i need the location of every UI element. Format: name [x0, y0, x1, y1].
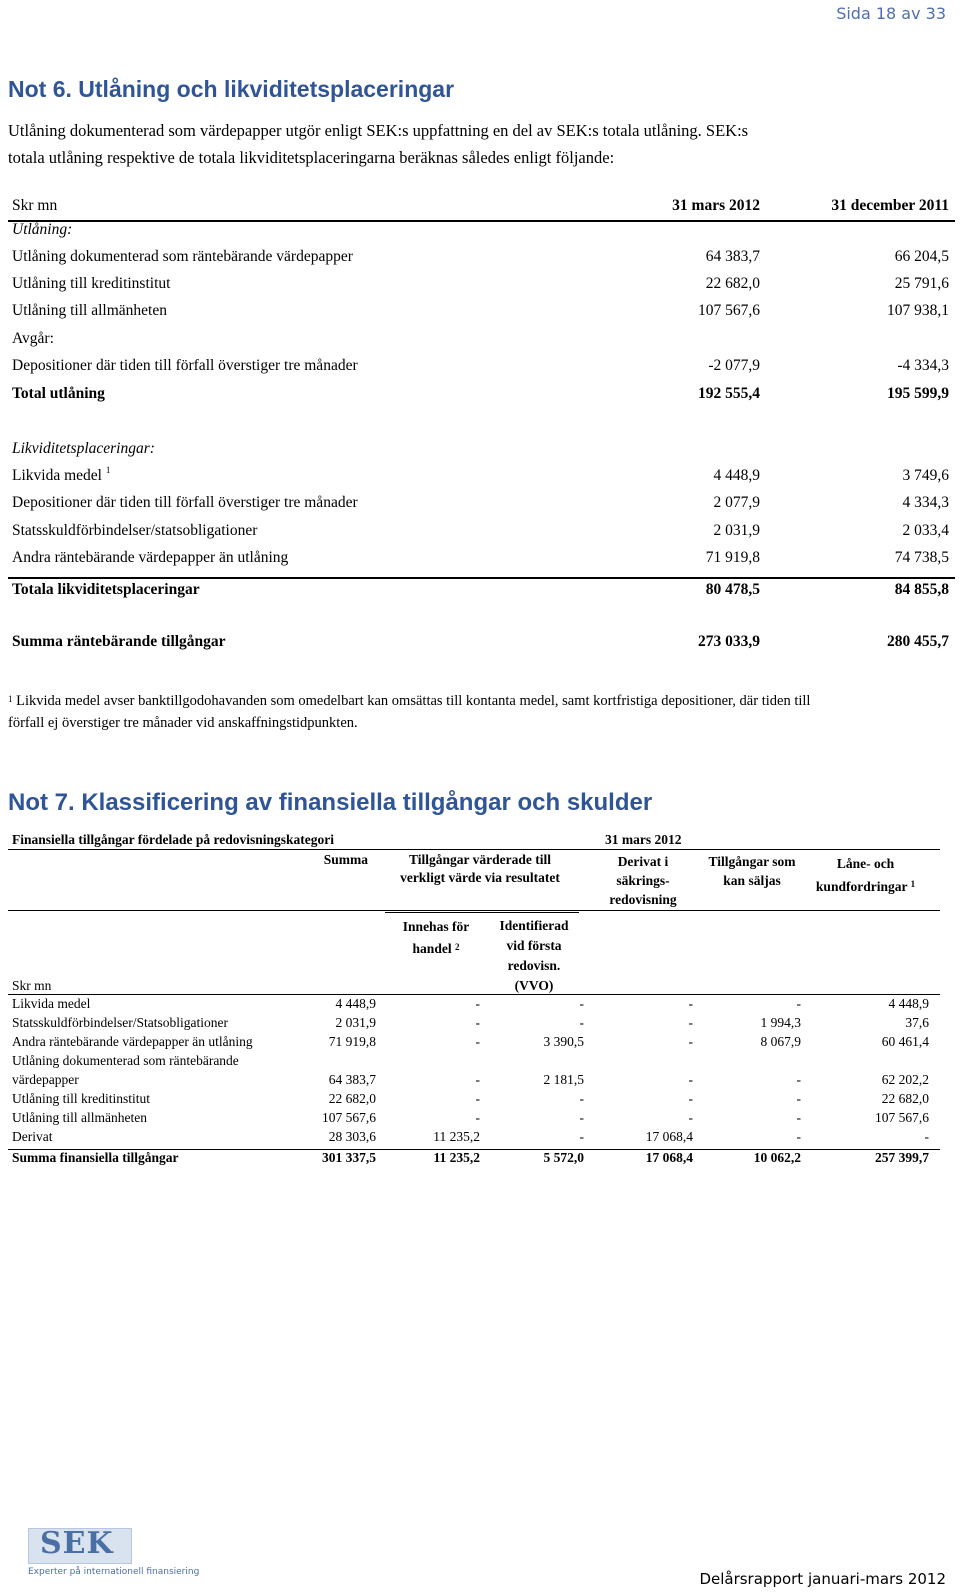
subheader-rule	[385, 912, 579, 913]
col-header-fvo-line3: redovisn.	[507, 958, 561, 973]
row-label: Statsskuldförbindelser/statsobligationer	[12, 522, 258, 539]
table-row	[8, 1053, 938, 1072]
cell-derivat: -	[688, 1072, 693, 1087]
table-row	[8, 275, 953, 299]
row-value-2: 280 455,7	[887, 633, 949, 650]
cell-loans: 107 567,6	[875, 1110, 929, 1125]
table-row-total	[8, 633, 953, 657]
col-header-trading-line2	[388, 938, 484, 960]
row-label: Utlåning till allmänheten	[12, 1110, 147, 1125]
cell-summa: 107 567,6	[322, 1110, 376, 1125]
table-row	[8, 522, 953, 546]
col-header-afs-line2: kan säljas	[723, 873, 781, 888]
cell-fvo: 3 390,5	[543, 1034, 584, 1049]
report-title: Delårsrapport januari-mars 2012	[699, 1570, 946, 1588]
row-value-1: 2 031,9	[713, 522, 760, 539]
footnote	[8, 690, 953, 734]
row-label: Statsskuldförbindelser/Statsobligationer	[12, 1015, 228, 1030]
footnote-mark: 1	[8, 694, 13, 704]
row-label: Utlåning till kreditinstitut	[12, 275, 171, 292]
cell-afs: 1 994,3	[760, 1015, 801, 1030]
cell-afs: -	[796, 1129, 801, 1144]
table-row	[8, 221, 953, 245]
row-value-2: 66 204,5	[894, 248, 949, 265]
cell-summa: 4 448,9	[335, 996, 376, 1011]
row-label-text: Likvida medel	[12, 467, 102, 484]
footnote-line2: förfall ej överstiger tre månader vid anskaffningstidpunkten.	[8, 715, 358, 731]
row-value-1: -2 077,9	[708, 357, 760, 374]
cell-derivat: -	[688, 1091, 693, 1106]
cell-trading: -	[475, 1015, 480, 1030]
col-header-fvo-line4: (VVO)	[514, 978, 554, 993]
table-divider-rule	[8, 577, 955, 579]
row-label: Utlåning dokumenterad som räntebärande värdepapper	[12, 248, 353, 265]
row-value-1: 192 555,4	[698, 385, 760, 402]
cell-fvo: -	[579, 996, 584, 1011]
cell-fvo: -	[579, 1015, 584, 1030]
cell-summa: 2 031,9	[335, 1015, 376, 1030]
col-header-fair-value-line2: verkligt värde via resultatet	[400, 870, 560, 885]
row-value-2: 3 749,6	[902, 467, 949, 484]
table-row	[8, 467, 953, 491]
cell-loans: 37,6	[905, 1015, 929, 1030]
cell-trading: -	[475, 996, 480, 1011]
page-number: Sida 18 av 33	[836, 4, 946, 23]
table-row	[8, 1034, 938, 1053]
table-row	[8, 357, 953, 381]
cell-afs: -	[796, 1110, 801, 1125]
cell-loans: 60 461,4	[881, 1034, 929, 1049]
cell-summa: 64 383,7	[328, 1072, 376, 1087]
col-header-derivat-line3: redovisning	[609, 892, 677, 907]
cell-loans: 62 202,2	[881, 1072, 929, 1087]
table-row	[8, 1110, 938, 1129]
cell-fvo: 5 572,0	[543, 1150, 584, 1165]
table-row	[8, 302, 953, 326]
cell-trading: 11 235,2	[433, 1129, 480, 1144]
col-header-fvo	[486, 916, 582, 996]
row-value-2: 84 855,8	[894, 581, 949, 598]
col-header-loans	[798, 852, 933, 898]
row-label: Total utlåning	[12, 385, 105, 402]
cell-loans: 4 448,9	[888, 996, 929, 1011]
cell-fvo: 2 181,5	[543, 1072, 584, 1087]
row-value-1: 71 919,8	[705, 549, 760, 566]
row-value-1: 80 478,5	[705, 581, 760, 598]
col-header-trading	[388, 916, 484, 960]
table-header-rule	[8, 220, 955, 222]
section-label: Utlåning:	[12, 221, 73, 238]
footnote-text: Likvida medel avser banktillgodohavanden som omedelbart kan omsättas till kontanta medel, samt kortfristiga depositioner, där tiden till	[16, 693, 811, 709]
col-header-derivat-line2: säkrings-	[616, 873, 670, 888]
row-value-2: 74 738,5	[894, 549, 949, 566]
cell-derivat: -	[688, 996, 693, 1011]
col-header-summa: Summa	[323, 852, 368, 867]
col-header-fvo-line1: Identifierad	[499, 918, 569, 933]
table-title-rule	[8, 849, 940, 850]
table-row-total	[8, 581, 953, 605]
cell-loans: 257 399,7	[875, 1150, 929, 1165]
table-row-total	[8, 385, 953, 409]
table-row	[8, 549, 953, 573]
row-value-2: -4 334,3	[897, 357, 949, 374]
col-header-mar-2012: 31 mars 2012	[672, 197, 760, 214]
row-label: Utlåning dokumenterad som räntebärande	[12, 1053, 239, 1068]
cell-summa: 28 303,6	[328, 1129, 376, 1144]
cell-afs: 10 062,2	[753, 1150, 801, 1165]
table-row	[8, 330, 953, 354]
cell-summa: 301 337,5	[322, 1150, 376, 1165]
table-title: Finansiella tillgångar fördelade på redovisningskategori	[12, 832, 335, 847]
cell-derivat: 17 068,4	[645, 1129, 693, 1144]
cell-derivat: 17 068,4	[645, 1150, 693, 1165]
row-label: Andra räntebärande värdepapper än utlåning	[12, 549, 289, 566]
col-header-loans-text: kundfordringar	[815, 879, 908, 894]
row-label: Summa finansiella tillgångar	[12, 1150, 179, 1165]
row-value-1: 107 567,6	[698, 302, 760, 319]
row-value-1: 22 682,0	[705, 275, 760, 292]
row-value-2: 195 599,9	[887, 385, 949, 402]
cell-fvo: -	[579, 1091, 584, 1106]
col-header-fair-value	[380, 852, 580, 886]
cell-fvo: -	[579, 1129, 584, 1144]
note6-paragraph	[8, 117, 953, 171]
unit-label: Skr mn	[12, 197, 58, 214]
table-row-total	[8, 1150, 938, 1169]
footnote-ref: 2	[454, 942, 460, 952]
unit-label: Skr mn	[12, 978, 52, 993]
table-row	[8, 1129, 938, 1148]
cell-trading: -	[475, 1091, 480, 1106]
logo-tagline: Experter på internationell finansiering	[28, 1567, 200, 1577]
cell-afs: -	[796, 996, 801, 1011]
cell-summa: 22 682,0	[328, 1091, 376, 1106]
note6-paragraph-line2: totala utlåning respektive de totala likviditetsplaceringarna beräknas således enligt följande:	[8, 148, 615, 167]
cell-trading: -	[475, 1072, 480, 1087]
header-rule	[8, 910, 940, 911]
row-label: Utlåning till kreditinstitut	[12, 1091, 150, 1106]
cell-trading: -	[475, 1034, 480, 1049]
note6-title: Not 6. Utlåning och likviditetsplaceringar	[8, 76, 455, 102]
cell-summa: 71 919,8	[328, 1034, 376, 1049]
row-label: Depositioner där tiden till förfall överstiger tre månader	[12, 494, 358, 511]
col-header-loans-line1: Låne- och	[836, 856, 895, 871]
cell-derivat: -	[688, 1015, 693, 1030]
row-value-2: 107 938,1	[887, 302, 949, 319]
footnote-ref: 1	[105, 465, 111, 475]
cell-trading: 11 235,2	[433, 1150, 480, 1165]
row-value-1: 273 033,9	[698, 633, 760, 650]
row-value-1: 64 383,7	[705, 248, 760, 265]
section-label: Likviditetsplaceringar:	[12, 440, 155, 457]
table-row	[8, 996, 938, 1015]
cell-loans: -	[924, 1129, 929, 1144]
row-label: Depositioner där tiden till förfall överstiger tre månader	[12, 357, 358, 374]
table-row	[8, 1091, 938, 1110]
row-label: Summa räntebärande tillgångar	[12, 633, 226, 650]
table-row	[8, 494, 953, 518]
row-value-1: 4 448,9	[713, 467, 760, 484]
col-header-trading-text: handel	[412, 941, 452, 956]
footnote-ref: 1	[910, 879, 916, 889]
row-label: Totala likviditetsplaceringar	[12, 581, 200, 598]
row-label	[12, 467, 110, 485]
note6-paragraph-line1: Utlåning dokumenterad som värdepapper utgör enligt SEK:s uppfattning en del av SEK:s totala utlåning. SEK:s	[8, 121, 749, 140]
row-value-1: 2 077,9	[713, 494, 760, 511]
row-label: Utlåning till allmänheten	[12, 302, 167, 319]
section-label: Avgår:	[12, 330, 54, 347]
cell-afs: -	[796, 1091, 801, 1106]
cell-fvo: -	[579, 1110, 584, 1125]
table-header-row	[8, 197, 953, 221]
cell-derivat: -	[688, 1110, 693, 1125]
sek-logo: SEK	[40, 1526, 114, 1561]
cell-afs: 8 067,9	[760, 1034, 801, 1049]
header-bottom-rule	[8, 994, 940, 995]
cell-derivat: -	[688, 1034, 693, 1049]
row-label: värdepapper	[12, 1072, 79, 1087]
col-header-fvo-line2: vid första	[506, 938, 562, 953]
col-header-derivat	[588, 852, 698, 909]
row-label: Likvida medel	[12, 996, 91, 1011]
footnote-line1	[8, 690, 953, 712]
row-label: Andra räntebärande värdepapper än utlåning	[12, 1034, 253, 1049]
table-row	[8, 1072, 938, 1091]
col-header-fair-value-line1: Tillgångar värderade till	[408, 852, 551, 867]
cell-afs: -	[796, 1072, 801, 1087]
col-header-trading-line1: Innehas för	[402, 919, 470, 934]
note7-title: Not 7. Klassificering av finansiella tillgångar och skulder	[8, 789, 653, 816]
col-header-derivat-line1: Derivat i	[617, 854, 669, 869]
cell-trading: -	[475, 1110, 480, 1125]
col-header-loans-line2	[798, 875, 933, 898]
col-header-afs	[692, 852, 812, 890]
table-row	[8, 248, 953, 272]
table-row	[8, 440, 953, 464]
row-value-2: 4 334,3	[902, 494, 949, 511]
table-row	[8, 1015, 938, 1034]
col-header-afs-line1: Tillgångar som	[708, 854, 796, 869]
cell-loans: 22 682,0	[881, 1091, 929, 1106]
row-value-2: 25 791,6	[894, 275, 949, 292]
row-value-2: 2 033,4	[902, 522, 949, 539]
row-label: Derivat	[12, 1129, 53, 1144]
table-date: 31 mars 2012	[605, 832, 682, 847]
col-header-dec-2011: 31 december 2011	[831, 197, 949, 214]
